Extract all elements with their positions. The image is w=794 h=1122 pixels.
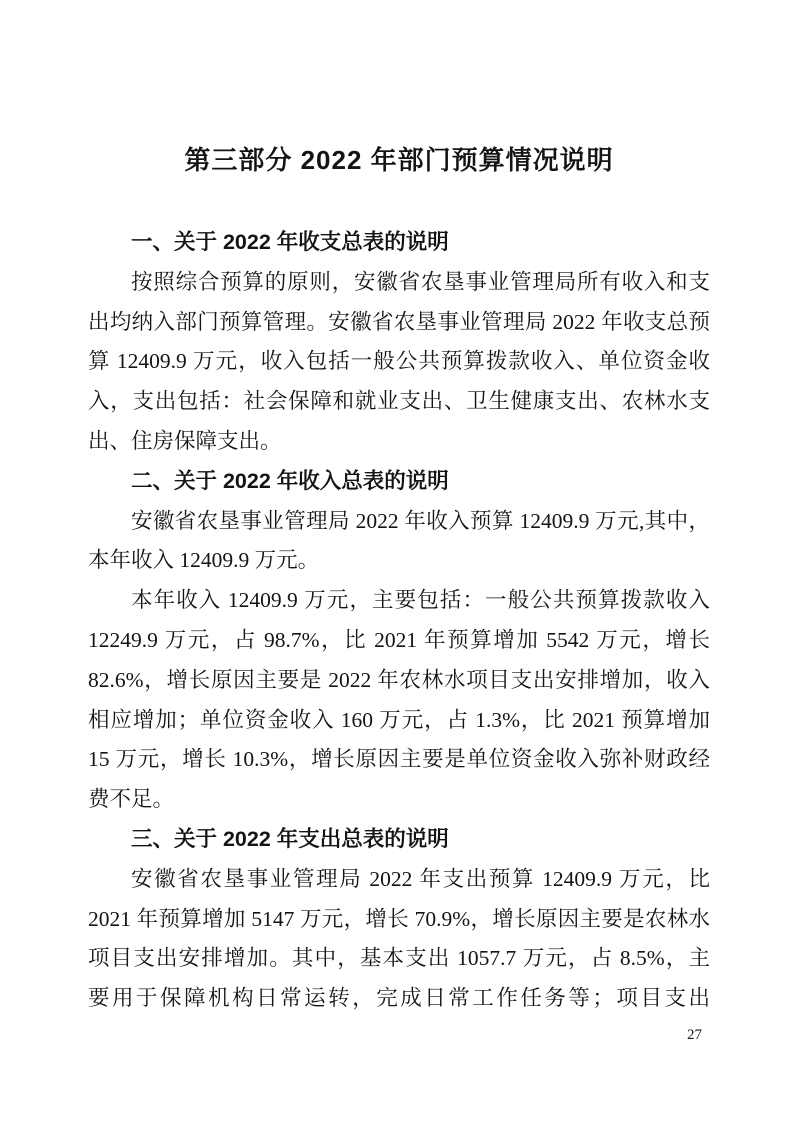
document-content — [88, 0, 710, 1019]
paragraph — [88, 263, 710, 462]
body-line: 82.6%，增长原因主要是 2022 年农林水项目支出安排增加，收入 — [88, 667, 710, 692]
body-line: 15 万元，增长 10.3%，增长原因主要是单位资金收入弥补财政经 — [88, 747, 710, 772]
section-heading-3: 三、关于 2022 年支出总表的说明 — [131, 826, 449, 851]
body-line: 安徽省农垦事业管理局 2022 年收入预算 12409.9 万元,其中， — [131, 508, 710, 533]
body-line: 本年收入 12409.9 万元。 — [88, 548, 320, 573]
body-line: 要用于保障机构日常运转，完成日常工作任务等；项目支出 — [88, 986, 710, 1011]
section-heading-1: 一、关于 2022 年收支总表的说明 — [131, 230, 449, 254]
doc-title: 第三部分 2022 年部门预算情况说明 — [184, 145, 614, 175]
body-line: 出、住房保障支出。 — [88, 428, 282, 453]
body-line: 12249.9 万元，占 98.7%，比 2021 年预算增加 5542 万元，增长 — [88, 627, 710, 652]
body-line: 2021 年预算增加 5147 万元，增长 70.9%，增长原因主要是农林水 — [88, 906, 710, 931]
body-line: 入，支出包括：社会保障和就业支出、卫生健康支出、农林水支 — [88, 389, 710, 414]
body-line: 项目支出安排增加。其中，基本支出 1057.7 万元，占 8.5%，主 — [88, 946, 710, 971]
body-line: 费不足。 — [88, 787, 175, 812]
section-heading-2: 二、关于 2022 年收入总表的说明 — [131, 468, 449, 493]
paragraph — [88, 502, 710, 582]
paragraph — [88, 860, 710, 1019]
body-line: 安徽省农垦事业管理局 2022 年支出预算 12409.9 万元，比 — [131, 866, 710, 891]
body-line: 按照综合预算的原则，安徽省农垦事业管理局所有收入和支 — [131, 269, 710, 294]
page-number: 27 — [687, 1027, 702, 1043]
paragraph — [88, 581, 710, 820]
body-line: 相应增加；单位资金收入 160 万元，占 1.3%，比 2021 预算增加 — [88, 707, 710, 732]
body-line: 出均纳入部门预算管理。安徽省农垦事业管理局 2022 年收支总预 — [88, 309, 710, 334]
body-line: 本年收入 12409.9 万元，主要包括：一般公共预算拨款收入 — [131, 588, 710, 613]
body-line: 算 12409.9 万元，收入包括一般公共预算拨款收入、单位资金收 — [88, 349, 710, 374]
